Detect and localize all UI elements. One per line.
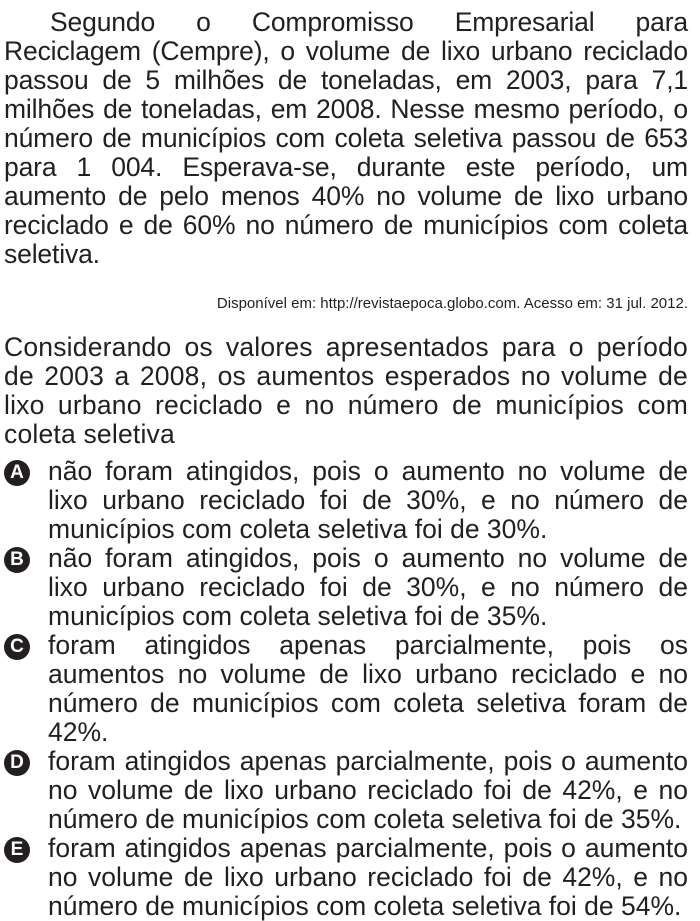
option-text: foram atingidos apenas parcialmente, pois o aumento no volume de lixo urbano reciclado foi de 42%, e no número de municípios com coleta seletiva foi de 54%. (48, 833, 688, 921)
answer-options (4, 457, 688, 921)
option-d[interactable] (4, 747, 688, 834)
intro-paragraph: Segundo o Compromisso Empresarial para Reciclagem (Cempre), o volume de lixo urbano reciclado passou de 5 milhões de toneladas, em 2003, para 7,1 milhões de toneladas, em 2008. Nesse mesmo período, o número de municípios com coleta seletiva passou de 653 para 1 004. Esperava-se, durante este período, um aumento de pelo menos 40% no volume de lixo urbano reciclado e de 60% no número de municípios com coleta seletiva. (4, 7, 688, 269)
option-b[interactable] (4, 544, 688, 631)
option-text: foram atingidos apenas parcialmente, pois o aumento no volume de lixo urbano reciclado foi de 42%, e no número de municípios com coleta seletiva foi de 35%. (48, 746, 688, 834)
option-text: foram atingidos apenas parcialmente, pois os aumentos no volume de lixo urbano reciclado e no número de municípios com coleta seletiva foram de 42%. (48, 630, 688, 747)
option-letter-badge: C (4, 634, 30, 660)
option-e[interactable] (4, 834, 688, 921)
option-letter-badge: D (4, 750, 30, 776)
option-a[interactable] (4, 457, 688, 544)
option-letter-badge: E (4, 837, 30, 863)
option-letter-badge: B (4, 547, 30, 573)
option-letter-badge: A (4, 460, 30, 486)
option-text: não foram atingidos, pois o aumento no volume de lixo urbano reciclado foi de 30%, e no número de municípios com coleta seletiva foi de 35%. (48, 543, 688, 631)
option-text: não foram atingidos, pois o aumento no volume de lixo urbano reciclado foi de 30%, e no número de municípios com coleta seletiva foi de 30%. (48, 456, 688, 544)
question-stem: Considerando os valores apresentados para o período de 2003 a 2008, os aumentos esperados no volume de lixo urbano reciclado e no número de municípios com coleta seletiva (4, 332, 688, 449)
source-citation: Disponível em: http://revistaepoca.globo.com. Acesso em: 31 jul. 2012. (216, 295, 688, 312)
option-c[interactable] (4, 631, 688, 747)
